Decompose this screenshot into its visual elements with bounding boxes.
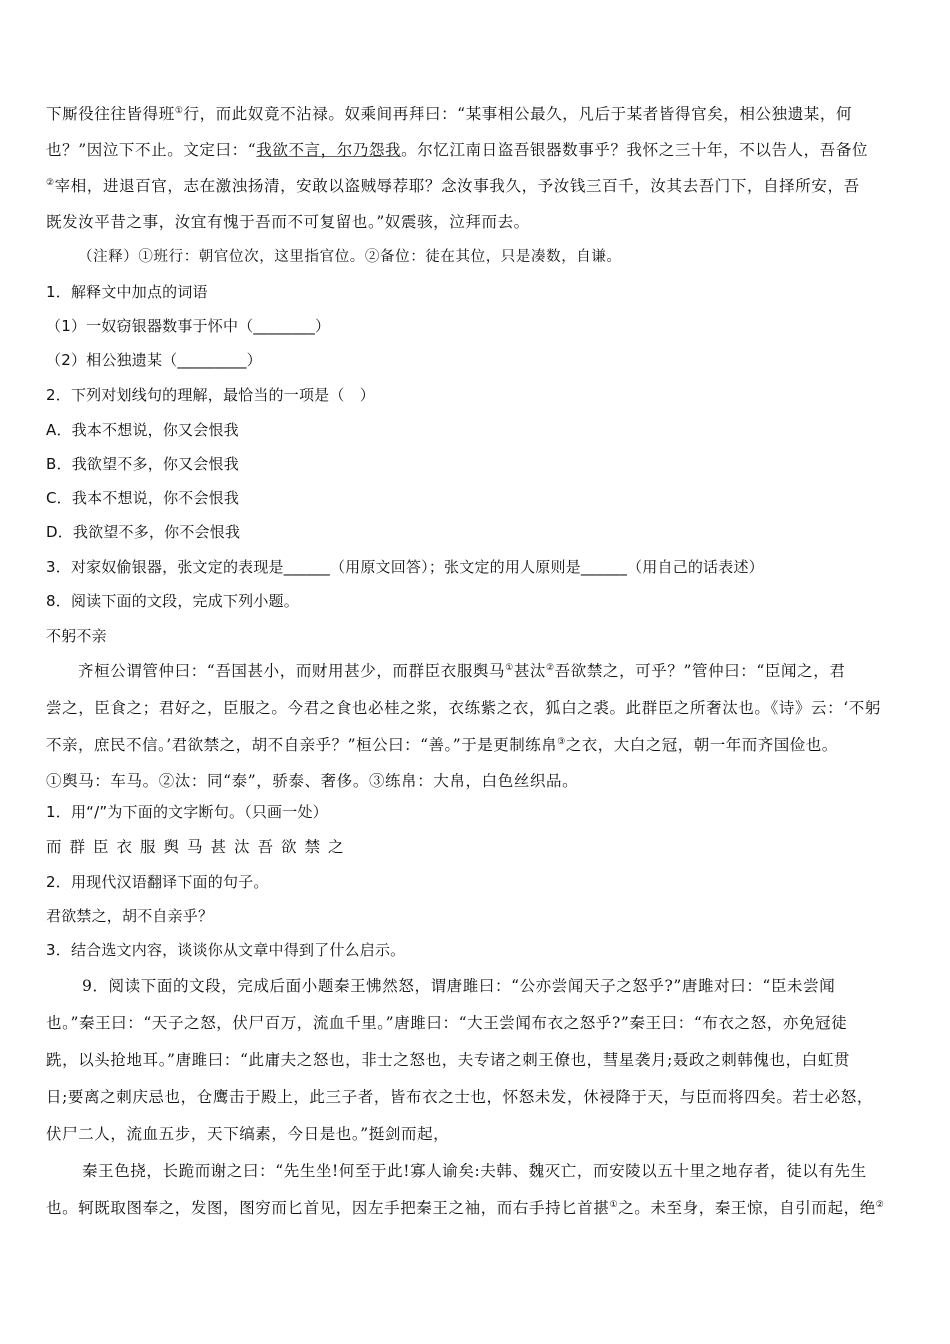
question-1-2: （2）相公独遗某（_________） (46, 351, 262, 369)
text: 之衣，大白之冠，朝一年而齐国俭也。 (565, 736, 838, 754)
footnote-marker: ① (174, 105, 184, 116)
option-b: B．我欲望不多，你又会恨我 (46, 455, 239, 473)
text: 齐桓公谓管仲曰：“吾国甚小，而财用甚少，而群臣衣服舆马 (78, 662, 506, 680)
section8-note: ①舆马：车马。②汰：同“泰”，骄泰、奢侈。③练帛：大帛，白色丝织品。 (46, 772, 579, 790)
underlined-sentence: 我欲不言，尔乃怨我 (256, 141, 402, 159)
section8-title: 不躬不亲 (46, 627, 107, 645)
question-2: 2．下列对划线句的理解，最恰当的一项是（ ） (46, 386, 375, 404)
question-1-1: （1）一奴窃银器数事于怀中（________） (46, 317, 331, 335)
footnote-marker: ① (505, 662, 514, 673)
passage7-line-1 (46, 104, 852, 124)
passage7-line-4 (46, 212, 530, 232)
section8-line-2: 尝之，臣食之；君好之，臣服之。今君之食也必桂之浆，衣练紫之衣，狐白之裘。此群臣之所奢汰也。《诗》云：‘不躬 (46, 699, 881, 717)
text: 不亲，庶民不信。’君欲禁之，胡不自亲乎？”桓公曰：“善。”于是更制练帛 (46, 736, 558, 754)
text: 既发汝平昔之事，汝宜有愧于吾而不可复留也。”奴震骇，泣拜而去。 (46, 213, 530, 231)
section8-line-3 (46, 735, 838, 755)
section9-line-3: 跣，以头抢地耳。”唐雎曰：“此庸夫之怒也，非士之怒也，夫专诸之刺王僚也，彗星袭月;聂政之刺韩傀也，白虹贯 (46, 1051, 851, 1069)
section9-line-2: 也。”秦王曰：“天子之怒，伏尸百万，流血千里。”唐雎曰：“大王尝闻布衣之怒乎?”秦王曰：“布衣之怒，亦免冠徒 (46, 1014, 848, 1032)
text: 行，而此奴竟不沾禄。奴乘间再拜曰：“某事相公最久，凡后于某者皆得官矣，相公独遗某，何 (183, 105, 853, 123)
section9-line-4: 日;要离之刺庆忌也，仓鹰击于殿上，此三子者，皆布衣之士也，怀怒未发，休祲降于天，与臣而将四矣。若士必怒， (46, 1088, 873, 1106)
section8-q2-text: 君欲禁之，胡不自亲乎？ (46, 907, 214, 925)
option-c: C．我本不想说，你不会恨我 (46, 489, 240, 507)
text: 之。未至身，秦王惊，自引而起，绝 (618, 1199, 876, 1217)
question-1: 1．解释文中加点的词语 (46, 283, 208, 301)
section9-line-6: 秦王色挠，长跪而谢之曰：“先生坐!何至于此!寡人谕矣:夫韩、魏灭亡，而安陵以五十里之地存者，徒以有先生 (82, 1162, 867, 1180)
section8-q1-text: 而群臣衣服舆马甚汰吾欲禁之 (46, 838, 352, 856)
section8-question-2: 2．用现代汉语翻译下面的句子。 (46, 873, 269, 891)
section8-heading: 8．阅读下面的文段，完成下列小题。 (46, 592, 299, 610)
text: 。尔忆江南日盗吾银器数事乎？我怀之三十年，不以告人，吾备位 (401, 141, 869, 159)
section8-question-1: 1．用“/”为下面的文字断句。（只画一处） (46, 803, 328, 821)
section9-line-1: 9．阅读下面的文段，完成后面小题秦王怫然怒，谓唐雎曰：“公亦尝闻天子之怒乎?”唐雎对曰：“臣未尝闻 (82, 977, 836, 995)
text: 也。轲既取图奉之，发图，图穷而匕首见，因左手把秦王之袖，而右手持匕首揕 (46, 1199, 610, 1217)
section8-question-3: 3．结合选文内容，谈谈你从文章中得到了什么启示。 (46, 941, 406, 959)
passage7-line-2 (46, 140, 868, 160)
section9-line-7 (46, 1198, 884, 1218)
footnote-marker: ② (546, 662, 555, 673)
passage7-line-3 (46, 176, 860, 196)
text: 吾欲禁之，可乎？”管仲曰：“臣闻之，君 (554, 662, 846, 680)
footnote-marker: ③ (557, 736, 566, 747)
option-d: D．我欲望不多，你不会恨我 (46, 523, 241, 541)
text: 也？”因泣下不止。文定曰：“ (46, 141, 257, 159)
footnote-marker: ② (875, 1199, 885, 1210)
text: 宰相，进退百官，志在激浊扬清，安敢以盗贼辱荐耶？念汝事我久，予汝钱三百千，汝其去吾门下，自择所安，吾 (54, 177, 860, 195)
passage7-note: （注释）①班行：朝官位次，这里指官位。②备位：徒在其位，只是凑数，自谦。 (78, 249, 622, 265)
text: 下厮役往往皆得班 (46, 105, 175, 123)
footnote-marker: ② (46, 177, 55, 188)
question-3: 3．对家奴偷银器，张文定的表现是______（用原文回答）；张文定的用人原则是______（用自己的话表述） (46, 558, 764, 576)
section9-line-5: 伏尸二人，流血五步，天下缟素，今日是也。”挺剑而起， (46, 1125, 450, 1143)
text: 甚汰 (513, 662, 547, 680)
option-a: A．我本不想说，你又会恨我 (46, 421, 239, 439)
footnote-marker: ① (609, 1199, 619, 1210)
section8-line-1 (78, 661, 845, 681)
